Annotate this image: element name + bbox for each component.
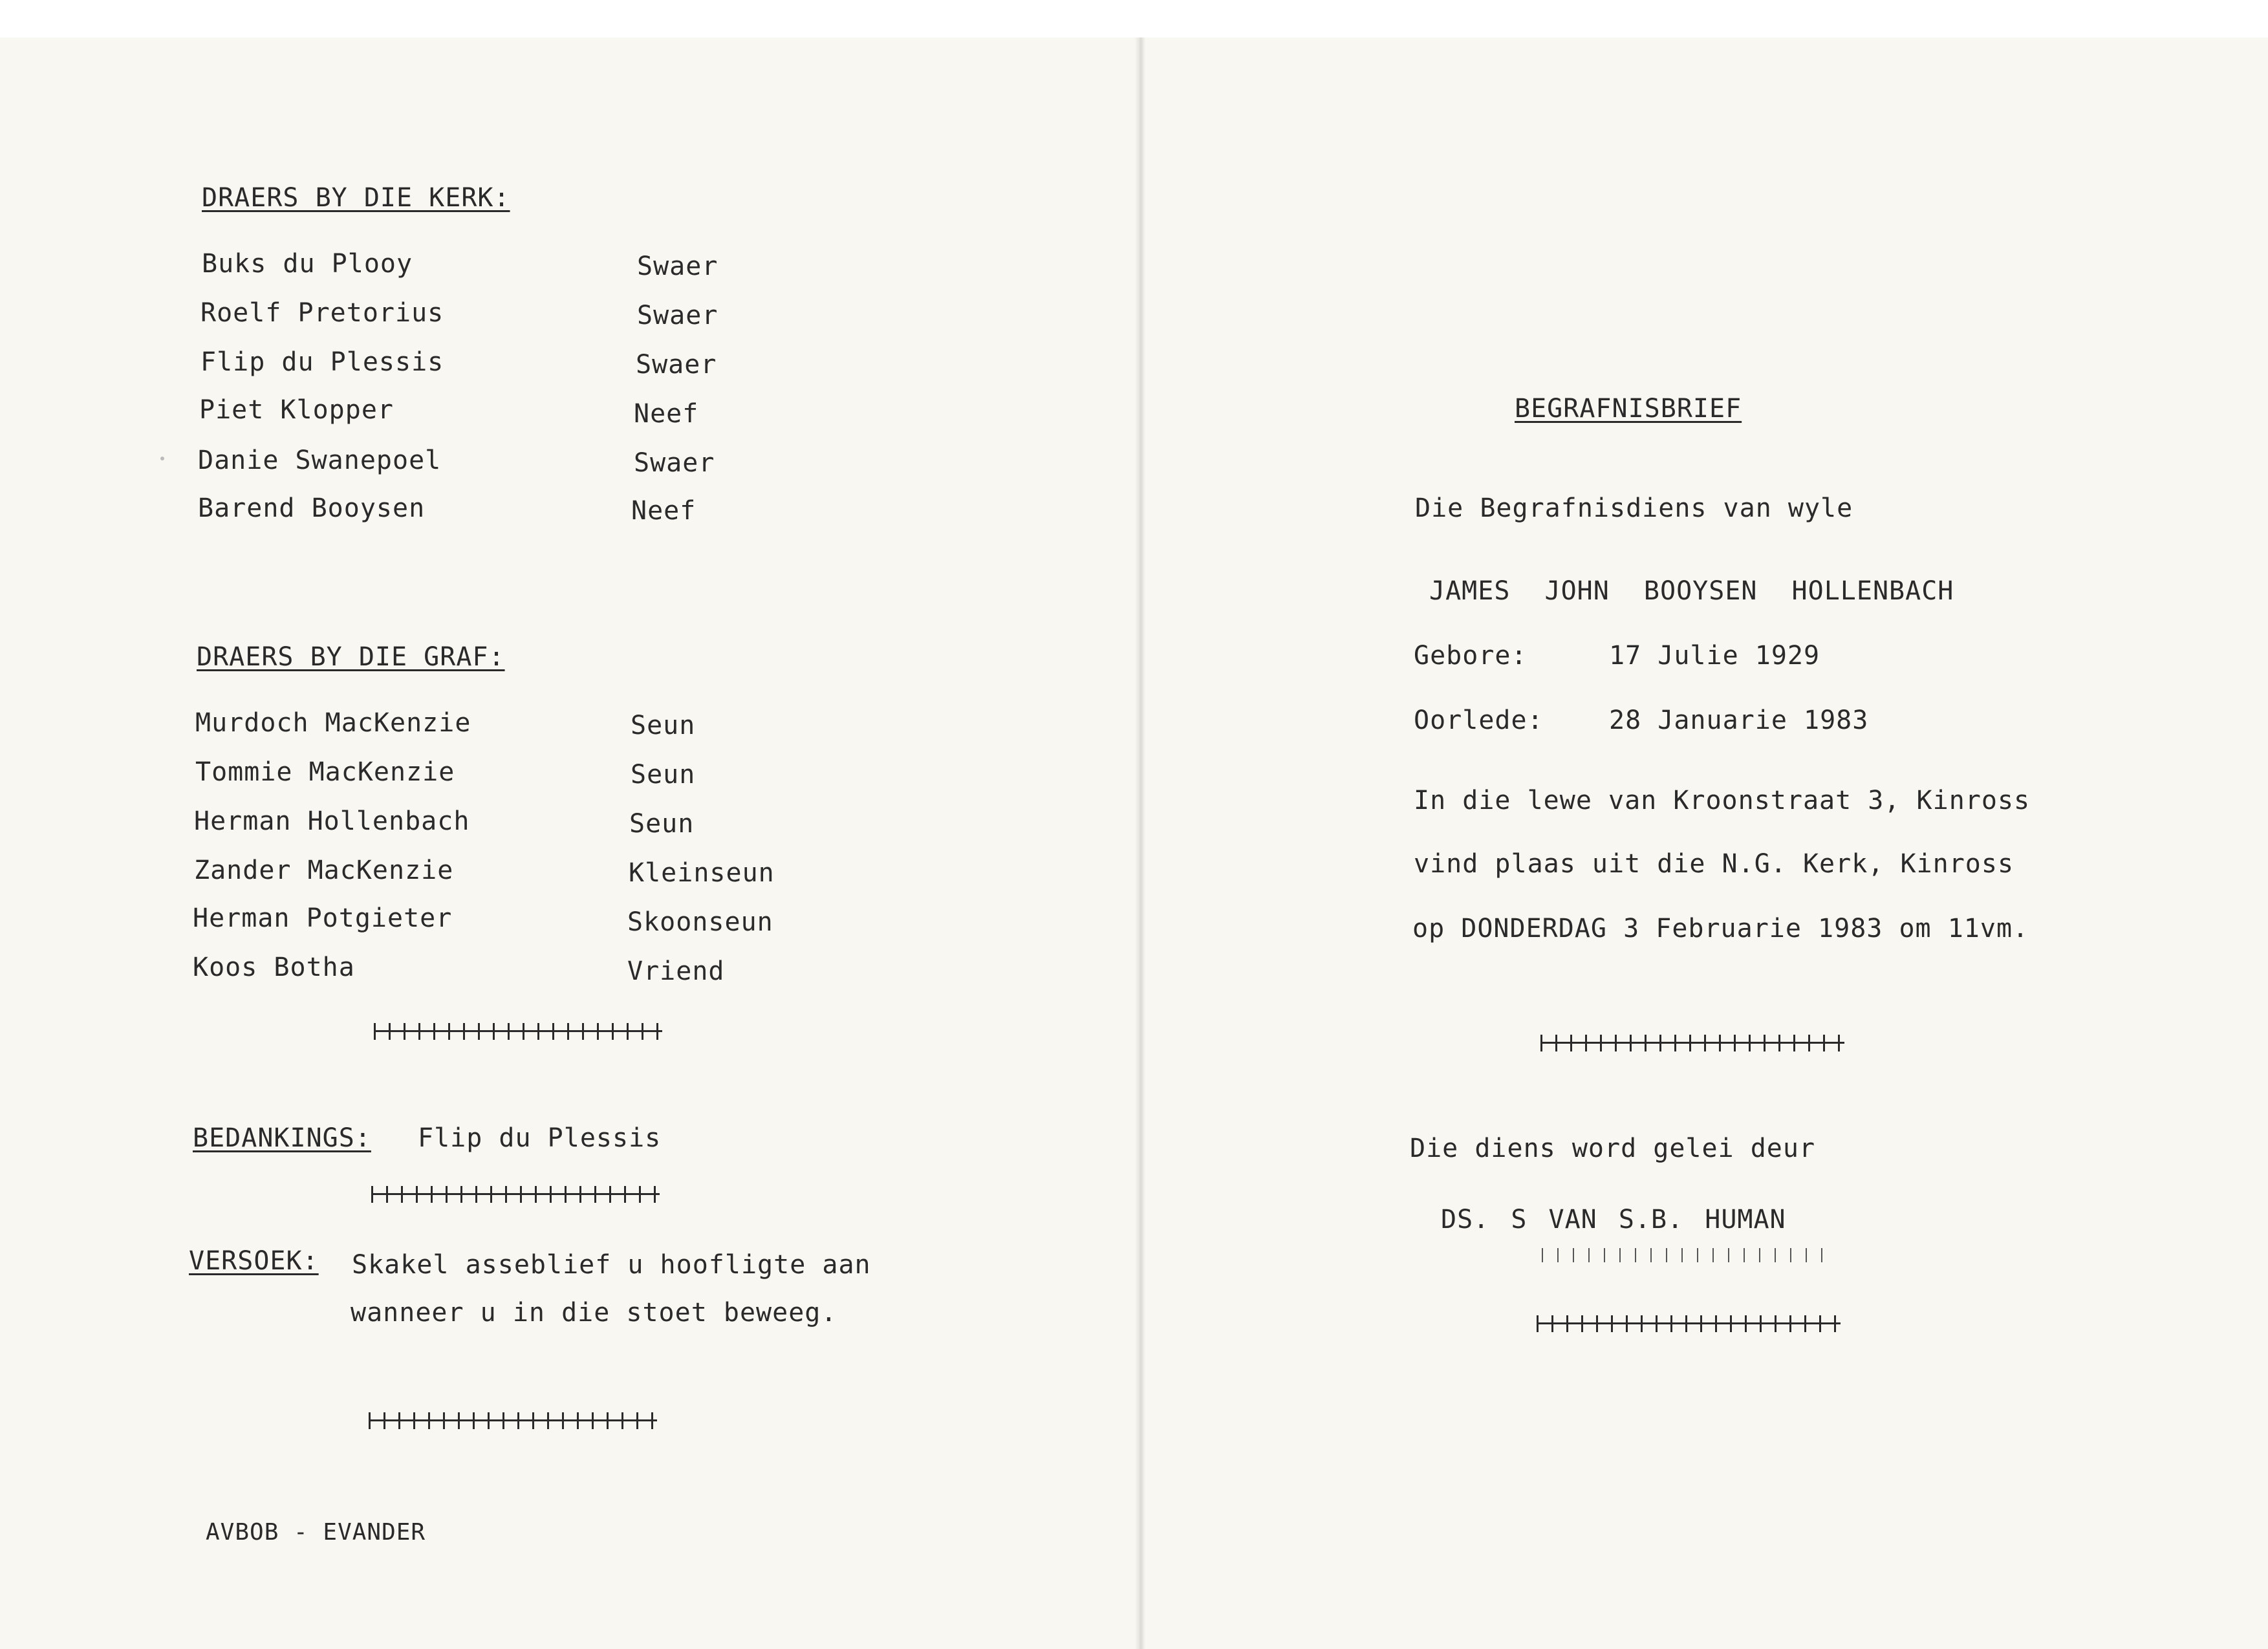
church-bearer-relation: Neef (634, 399, 699, 429)
died-value: 28 Januarie 1983 (1609, 706, 1869, 735)
church-bearer-name: Flip du Plessis (200, 347, 444, 377)
deceased-name: JAMES JOHN BOOYSEN HOLLENBACH (1429, 576, 1954, 606)
service-text-line: op DONDERDAG 3 Februarie 1983 om 11vm. (1412, 914, 2029, 943)
request-line: wanneer u in die stoet beweeg. (351, 1298, 837, 1328)
church-bearers-heading: DRAERS BY DIE KERK: (202, 183, 510, 213)
church-bearer-relation: Swaer (634, 448, 715, 478)
grave-bearer-relation: Skoonseun (627, 907, 773, 937)
document-title: BEGRAFNISBRIEF (1515, 394, 1742, 424)
request-line: Skakel asseblief u hoofligte aan (352, 1250, 871, 1280)
request-label: VERSOEK: (189, 1246, 319, 1276)
born-value: 17 Julie 1929 (1609, 641, 1820, 671)
grave-bearer-name: Herman Hollenbach (194, 806, 470, 836)
church-bearer-relation: Neef (631, 496, 697, 526)
separator-line (1540, 1031, 1844, 1054)
church-bearer-relation: Swaer (636, 350, 717, 380)
service-text-line: In die lewe van Kroonstraat 3, Kinross (1414, 786, 2031, 815)
grave-bearer-relation: Seun (631, 760, 696, 790)
church-bearer-name: Piet Klopper (199, 395, 394, 425)
born-label: Gebore: (1414, 641, 1528, 671)
grave-bearer-name: Tommie MacKenzie (195, 757, 455, 787)
thanks-value: Flip du Plessis (418, 1123, 662, 1153)
paper-speck (160, 457, 164, 460)
grave-bearer-name: Zander MacKenzie (194, 856, 454, 885)
grave-bearer-name: Koos Botha (193, 953, 355, 982)
separator-line (374, 1019, 662, 1042)
intro-line: Die Begrafnisdiens van wyle (1415, 493, 1853, 523)
thanks-label: BEDANKINGS: (193, 1123, 371, 1153)
church-bearer-relation: Swaer (637, 301, 718, 330)
grave-bearers-heading: DRAERS BY DIE GRAF: (197, 642, 505, 672)
grave-bearer-name: Murdoch MacKenzie (195, 708, 471, 738)
tick-marks (1542, 1248, 1826, 1262)
minister-name: DS. S VAN S.B. HUMAN (1441, 1205, 1786, 1234)
separator-line (371, 1182, 660, 1205)
grave-bearer-relation: Vriend (627, 956, 725, 986)
grave-bearer-relation: Seun (631, 711, 696, 740)
died-label: Oorlede: (1414, 706, 1544, 735)
grave-bearer-name: Herman Potgieter (193, 903, 453, 933)
service-text-line: vind plaas uit die N.G. Kerk, Kinross (1414, 849, 2014, 879)
left-page (0, 38, 1139, 1649)
separator-line (1537, 1311, 1841, 1335)
church-bearer-name: Buks du Plooy (202, 249, 413, 279)
church-bearer-relation: Swaer (637, 252, 718, 281)
right-page (1139, 38, 2268, 1649)
led-by-line: Die diens word gelei deur (1410, 1134, 1816, 1163)
church-bearer-name: Barend Booysen (198, 493, 426, 523)
church-bearer-name: Danie Swanepoel (198, 446, 442, 475)
grave-bearer-relation: Seun (629, 809, 695, 839)
footer-undertaker: AVBOB - EVANDER (206, 1519, 426, 1546)
separator-line (369, 1408, 657, 1432)
grave-bearer-relation: Kleinseun (629, 858, 775, 888)
church-bearer-name: Roelf Pretorius (200, 298, 444, 328)
document-sheet (0, 38, 2268, 1649)
